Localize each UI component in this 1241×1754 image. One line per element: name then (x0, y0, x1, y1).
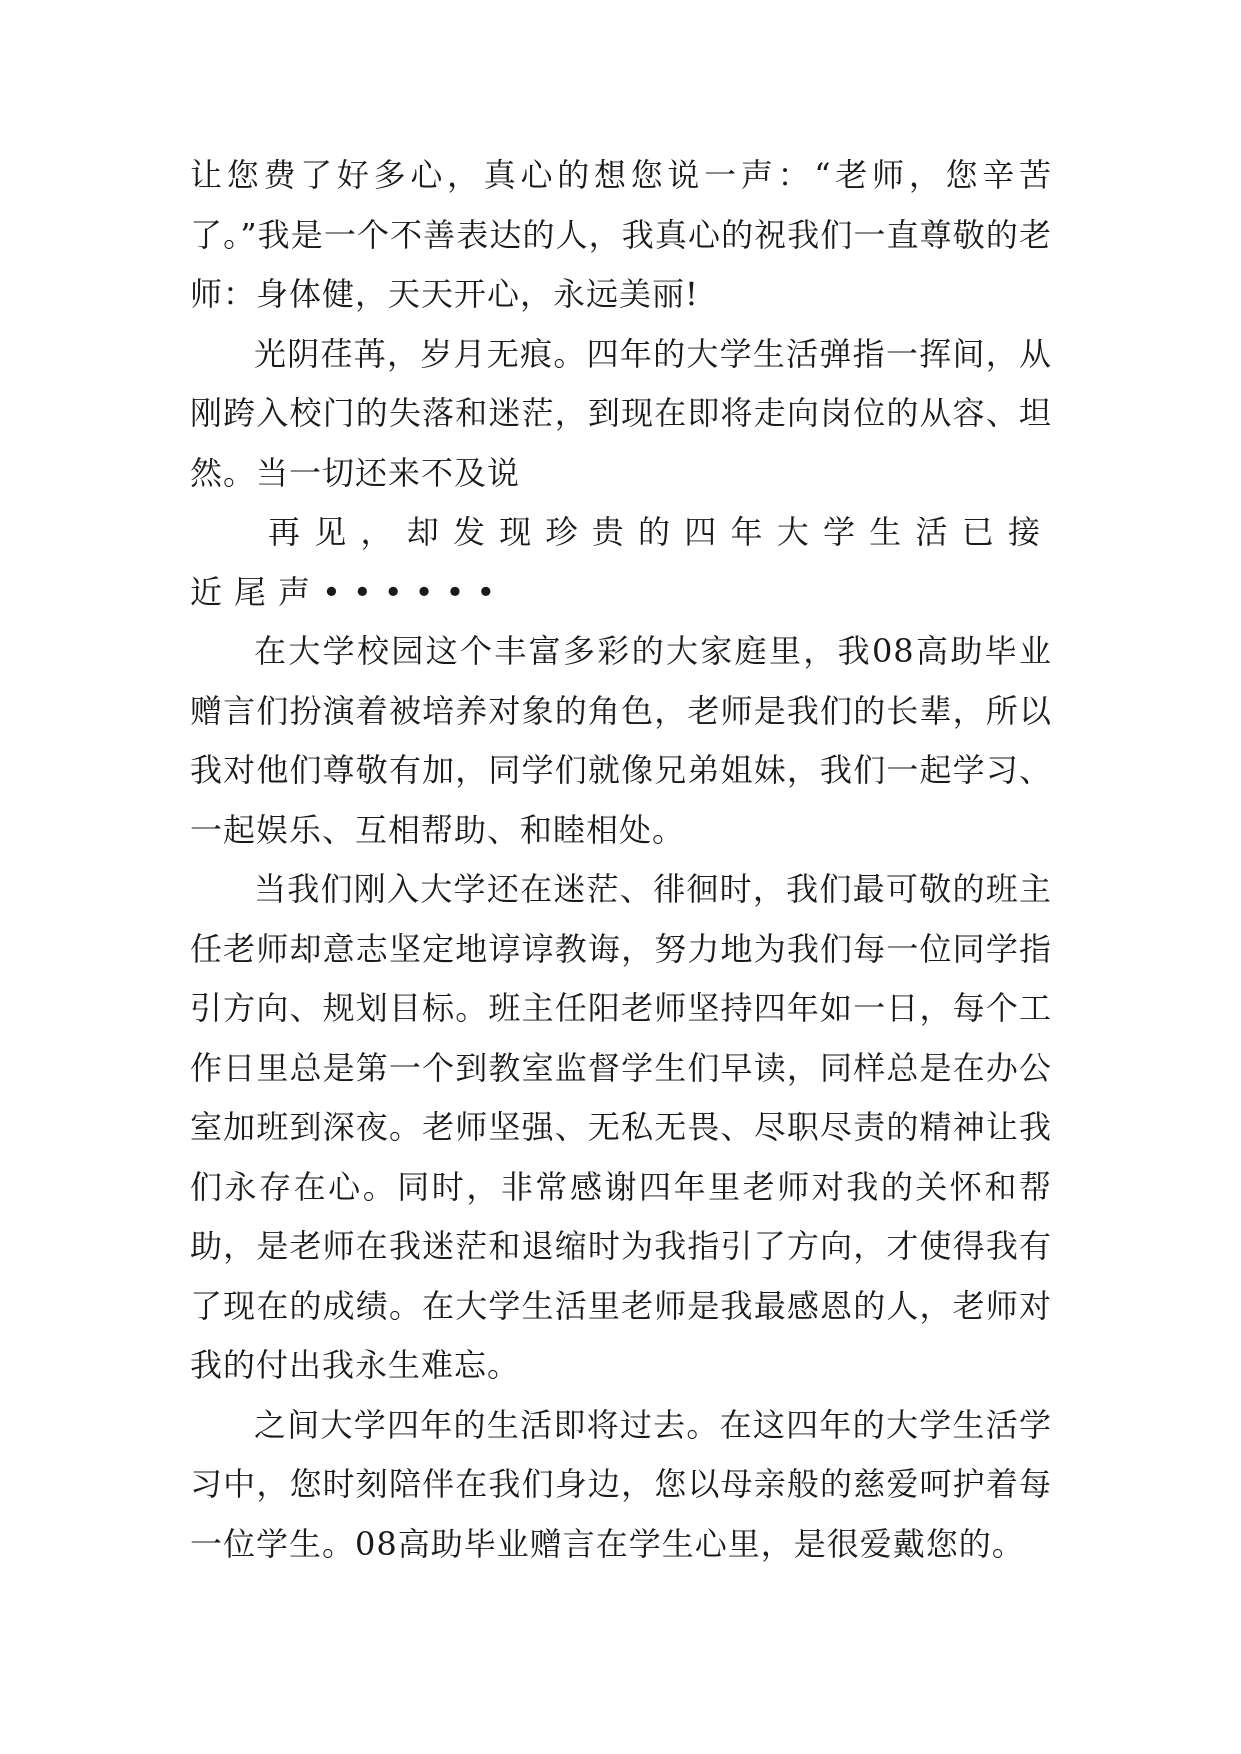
paragraph-6: 之间大学四年的生活即将过去。在这四年的大学生活学习中，您时刻陪伴在我们身边，您以母亲般的慈爱呵护着每一位学生。08高助毕业赠言在学生心里，是很爱戴您的。 (190, 1405, 1052, 1563)
paragraph-1: 让您费了好多心，真心的想您说一声：“老师，您辛苦了。”我是一个不善表达的人，我真心的祝我们一直尊敬的老师：身体健，天天开心，永远美丽! (190, 156, 1052, 313)
paragraph-3: 再见，却发现珍贵的四年大学生活已接近尾声•••••• (190, 513, 1052, 611)
paragraph-4: 在大学校园这个丰富多彩的大家庭里，我08高助毕业赠言们扮演着被培养对象的角色，老师是我们的长辈，所以我对他们尊敬有加，同学们就像兄弟姐妹，我们一起学习、一起娱乐、互相帮助、和睦相处。 (190, 632, 1052, 849)
document-body (190, 146, 1052, 1574)
paragraph-2: 光阴荏苒，岁月无痕。四年的大学生活弹指一挥间，从刚跨入校门的失落和迷茫，到现在即将走向岗位的从容、坦然。当一切还来不及说 (190, 334, 1052, 492)
paragraph-5: 当我们刚入大学还在迷茫、徘徊时，我们最可敬的班主任老师却意志坚定地谆谆教诲，努力地为我们每一位同学指引方向、规划目标。班主任阳老师坚持四年如一日，每个工作日里总是第一个到教室监督学生们早读，同样总是在办公室加班到深夜。老师坚强、无私无畏、尽职尽责的精神让我们永存在心。同时，非常感谢四年里老师对我的关怀和帮助，是老师在我迷茫和退缩时为我指引了方向，才使得我有了现在的成绩。在大学生活里老师是我最感恩的人，老师对我的付出我永生难忘。 (190, 870, 1052, 1384)
